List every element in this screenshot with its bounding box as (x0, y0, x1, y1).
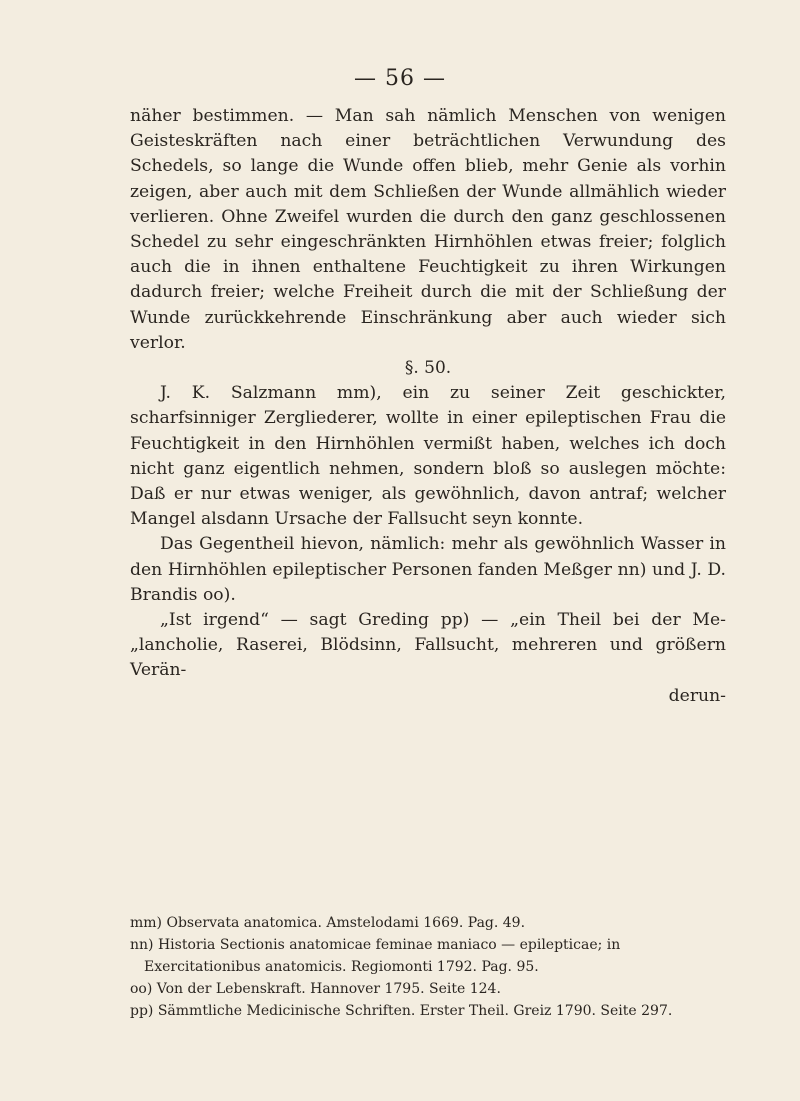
footnote-nn: nn) Historia Sectionis anatomicae feminae maniaco — epilepticae; in Exercitationibus anatomicis. Regiomonti 1792. Pag. 95. (130, 937, 621, 975)
catchword: derun- (668, 685, 726, 706)
page-number: — 56 — (354, 66, 446, 91)
paragraph-2: J. K. Salzmann mm), ein zu seiner Zeit geschickter, scharfsinniger Zergliederer, wollte in einer epileptischen Frau die Feuchtigkeit in den Hirnhöhlen vermißt haben, welches ich doch nicht ganz eigentlich nehmen, sondern bloß so auslegen möchte: Daß er nur etwas weniger, als gewöhnlich, davon antraf; welcher Mangel alsdann Ursache der Fallsucht seyn konnte. (130, 383, 726, 530)
footnotes (130, 912, 726, 1022)
paragraph-3: Das Gegentheil hievon, nämlich: mehr als gewöhnlich Wasser in den Hirnhöhlen epileptischer Personen fanden Meßger nn) und J. D. Brandis oo). (130, 534, 726, 605)
paragraph-4: „Ist irgend“ — sagt Greding pp) — „ein Theil bei der Me-„lancholie, Raserei, Blödsinn, Fallsucht, mehreren und größern Verän- (130, 610, 726, 681)
footnote-pp: pp) Sämmtliche Medicinische Schriften. Erster Theil. Greiz 1790. Seite 297. (130, 1003, 673, 1019)
paragraph-1: näher bestimmen. — Man sah nämlich Menschen von wenigen Geisteskräften nach einer beträchtlichen Verwundung des Schedels, so lange die Wunde offen blieb, mehr Genie als vorhin zeigen, aber auch mit dem Schließen der Wunde allmählich wieder verlieren. Ohne Zweifel wurden die durch den ganz geschlossenen Schedel zu sehr eingeschränkten Hirnhöhlen etwas freier; folglich auch die in ihnen enthaltene Feuchtigkeit zu ihren Wirkungen dadurch freier; welche Freiheit durch die mit der Schließung der Wunde zurückkehrende Einschränkung aber auch wieder sich verlor. (130, 106, 726, 353)
footnote-oo: oo) Von der Lebenskraft. Hannover 1795. Seite 124. (130, 981, 501, 997)
main-text (130, 104, 726, 709)
footnote-mm: mm) Observata anatomica. Amstelodami 1669. Pag. 49. (130, 915, 526, 931)
section-heading: §. 50. (404, 358, 452, 379)
